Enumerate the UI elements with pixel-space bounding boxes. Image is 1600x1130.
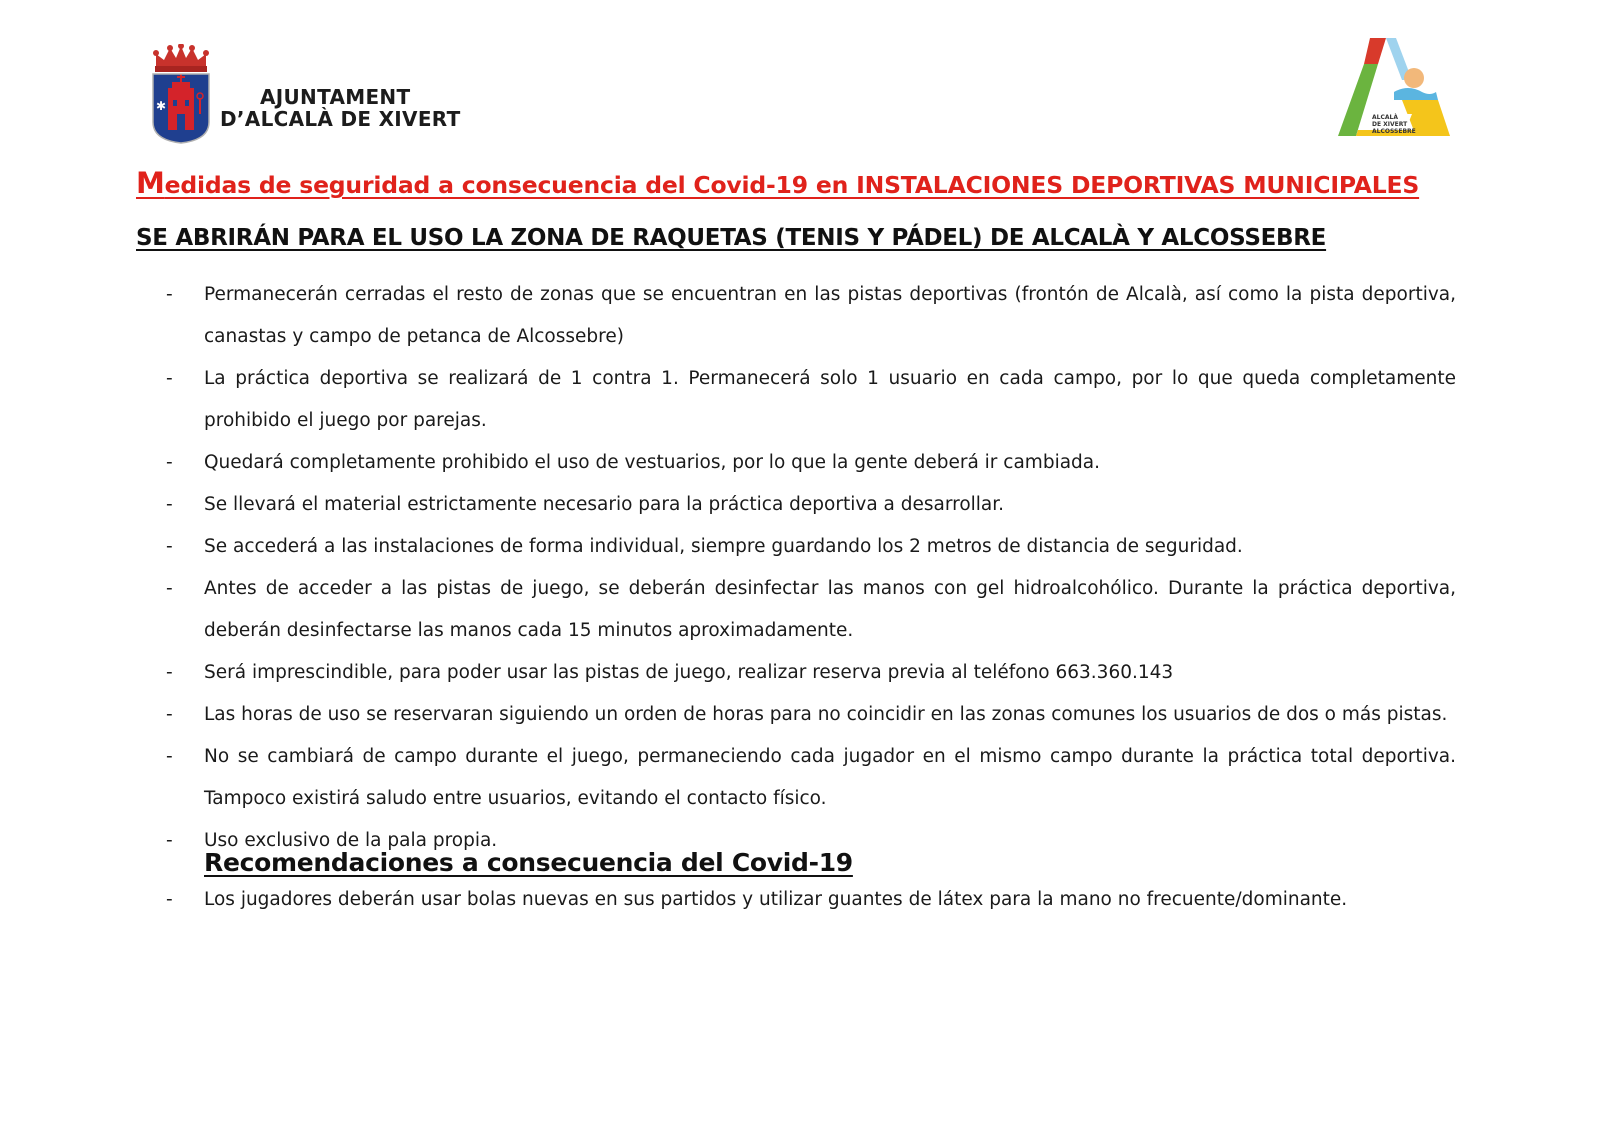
svg-text:✱: ✱ [156, 99, 167, 113]
org-name-line1: AJUNTAMENT [260, 85, 411, 109]
coat-of-arms-icon [150, 44, 212, 144]
municipality-header [150, 44, 461, 144]
recommendations-title: Recomendaciones a consecuencia del Covid-19 [204, 848, 853, 877]
list-item: - Las horas de uso se reservaran siguiendo un orden de horas para no coincidir en las zonas comunes los usuarios de dos o más pistas. [166, 694, 1456, 736]
list-item: - La práctica deportiva se realizará de 1 contra 1. Permanecerá solo 1 usuario en cada campo, por lo que queda completamente prohibido el juego por parejas. [166, 358, 1456, 442]
list-item: - Quedará completamente prohibido el uso de vestuarios, por lo que la gente deberá ir cambiada. [166, 442, 1456, 484]
measures-list [166, 274, 1456, 862]
tourism-text-line1: ALCALÀ [1372, 114, 1398, 121]
document-subtitle: SE ABRIRÁN PARA EL USO LA ZONA DE RAQUETAS (TENIS Y PÁDEL) DE ALCALÀ Y ALCOSSEBRE [136, 225, 1327, 251]
org-name-line2: D’ALCALÀ DE XIVERT [220, 107, 461, 131]
list-item: - Se accederá a las instalaciones de forma individual, siempre guardando los 2 metros de distancia de seguridad. [166, 526, 1456, 568]
list-item: - Los jugadores deberán usar bolas nuevas en sus partidos y utilizar guantes de látex para la mano no frecuente/dominante. [166, 884, 1456, 916]
municipality-name [220, 86, 461, 130]
list-item: - Antes de acceder a las pistas de juego, se deberán desinfectar las manos con gel hidroalcohólico. Durante la práctica deportiva, deberán desinfectarse las manos cada 15 minutos aproximadamente. [166, 568, 1456, 652]
recommendations-list [166, 884, 1456, 916]
title-text: edidas de seguridad a consecuencia del Covid-19 en INSTALACIONES DEPORTIVAS MUNICIPALES [164, 171, 1420, 199]
list-item: - Permanecerán cerradas el resto de zonas que se encuentran en las pistas deportivas (frontón de Alcalà, así como la pista deportiva, canastas y campo de petanca de Alcossebre) [166, 274, 1456, 358]
document-title [136, 166, 1419, 200]
tourism-logo-text [1372, 114, 1416, 135]
list-item: - No se cambiará de campo durante el juego, permaneciendo cada jugador en el mismo campo durante la práctica total deportiva. Tampoco existirá saludo entre usuarios, evitando el contacto físico. [166, 736, 1456, 820]
tourism-text-line3: ALCOSSEBRE [1372, 128, 1416, 135]
list-item: - Uso exclusivo de la pala propia. [166, 820, 1456, 862]
title-initial: M [136, 166, 165, 200]
list-item: - Será imprescindible, para poder usar las pistas de juego, realizar reserva previa al teléfono 663.360.143 [166, 652, 1456, 694]
list-item: - Se llevará el material estrictamente necesario para la práctica deportiva a desarrollar. [166, 484, 1456, 526]
tourism-logo [1338, 34, 1450, 142]
tourism-text-line2: DE XIVERT [1372, 121, 1408, 128]
